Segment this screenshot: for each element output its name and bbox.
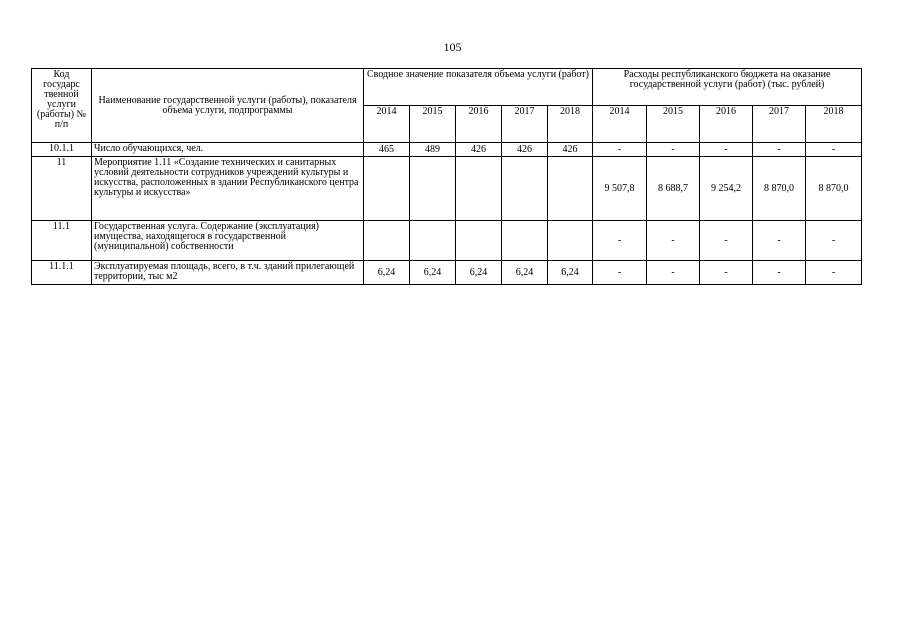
expense-cell: - (700, 143, 753, 157)
header-expense-group: Расходы республиканского бюджета на оказание государственной услуги (работ) (тыс. рублей) (593, 69, 862, 106)
volume-year-header: 2015 (410, 106, 456, 143)
volume-year-header: 2014 (364, 106, 410, 143)
volume-cell (456, 221, 502, 261)
volume-year-header: 2017 (502, 106, 548, 143)
volume-year-header: 2016 (456, 106, 502, 143)
table-row (32, 157, 862, 221)
row-name: Эксплуатируемая площадь, всего, в т.ч. зданий прилегающей территории, тыс м2 (92, 261, 364, 285)
header-row-group (32, 69, 862, 106)
expense-year-header: 2017 (753, 106, 806, 143)
row-name: Государственная услуга. Содержание (эксплуатация) имущества, находящегося в государственной (муниципальной) собственности (92, 221, 364, 261)
expense-year-header: 2016 (700, 106, 753, 143)
volume-year-header: 2018 (548, 106, 593, 143)
expense-cell: - (700, 221, 753, 261)
volume-cell: 426 (548, 143, 593, 157)
volume-cell (502, 157, 548, 221)
row-name: Число обучающихся, чел. (92, 143, 364, 157)
volume-cell (410, 221, 456, 261)
expense-year-header: 2014 (593, 106, 647, 143)
volume-cell: 6,24 (410, 261, 456, 285)
volume-cell (548, 157, 593, 221)
volume-cell: 426 (456, 143, 502, 157)
budget-table (31, 68, 862, 285)
expense-year-header: 2015 (647, 106, 700, 143)
row-code: 11 (32, 157, 92, 221)
expense-cell: - (753, 221, 806, 261)
table-row (32, 143, 862, 157)
volume-cell (364, 221, 410, 261)
expense-cell: - (753, 143, 806, 157)
header-code: Код государс твенной услуги (работы) № п/п (32, 69, 92, 143)
expense-cell: - (647, 143, 700, 157)
row-code: 11.1.1 (32, 261, 92, 285)
volume-cell: 489 (410, 143, 456, 157)
row-code: 11.1 (32, 221, 92, 261)
expense-cell: - (700, 261, 753, 285)
volume-cell (548, 221, 593, 261)
expense-cell: - (593, 261, 647, 285)
expense-year-header: 2018 (806, 106, 862, 143)
expense-cell: 9 507,8 (593, 157, 647, 221)
row-code: 10.1.1 (32, 143, 92, 157)
volume-cell (456, 157, 502, 221)
expense-cell: - (806, 143, 862, 157)
volume-cell (410, 157, 456, 221)
table-row (32, 261, 862, 285)
expense-cell: 8 870,0 (806, 157, 862, 221)
table-row (32, 221, 862, 261)
expense-cell: - (647, 261, 700, 285)
volume-cell: 6,24 (456, 261, 502, 285)
expense-cell: - (647, 221, 700, 261)
page-number: 105 (443, 40, 462, 54)
volume-cell: 6,24 (548, 261, 593, 285)
expense-cell: 8 688,7 (647, 157, 700, 221)
volume-cell: 6,24 (502, 261, 548, 285)
expense-cell: - (753, 261, 806, 285)
expense-cell: 8 870,0 (753, 157, 806, 221)
header-volume-group: Сводное значение показателя объема услуги (работ) (364, 69, 593, 106)
volume-cell: 6,24 (364, 261, 410, 285)
expense-cell: - (806, 261, 862, 285)
volume-cell (364, 157, 410, 221)
row-name: Мероприятие 1.11 «Создание технических и санитарных условий деятельности сотрудников учреждений культуры и искусства, расположенных в здании Республиканского центра культуры и искусства» (92, 157, 364, 221)
header-name: Наименование государственной услуги (работы), показателя объема услуги, подпрограммы (92, 69, 364, 143)
volume-cell: 426 (502, 143, 548, 157)
expense-cell: - (593, 143, 647, 157)
volume-cell (502, 221, 548, 261)
volume-cell: 465 (364, 143, 410, 157)
expense-cell: - (806, 221, 862, 261)
expense-cell: - (593, 221, 647, 261)
expense-cell: 9 254,2 (700, 157, 753, 221)
